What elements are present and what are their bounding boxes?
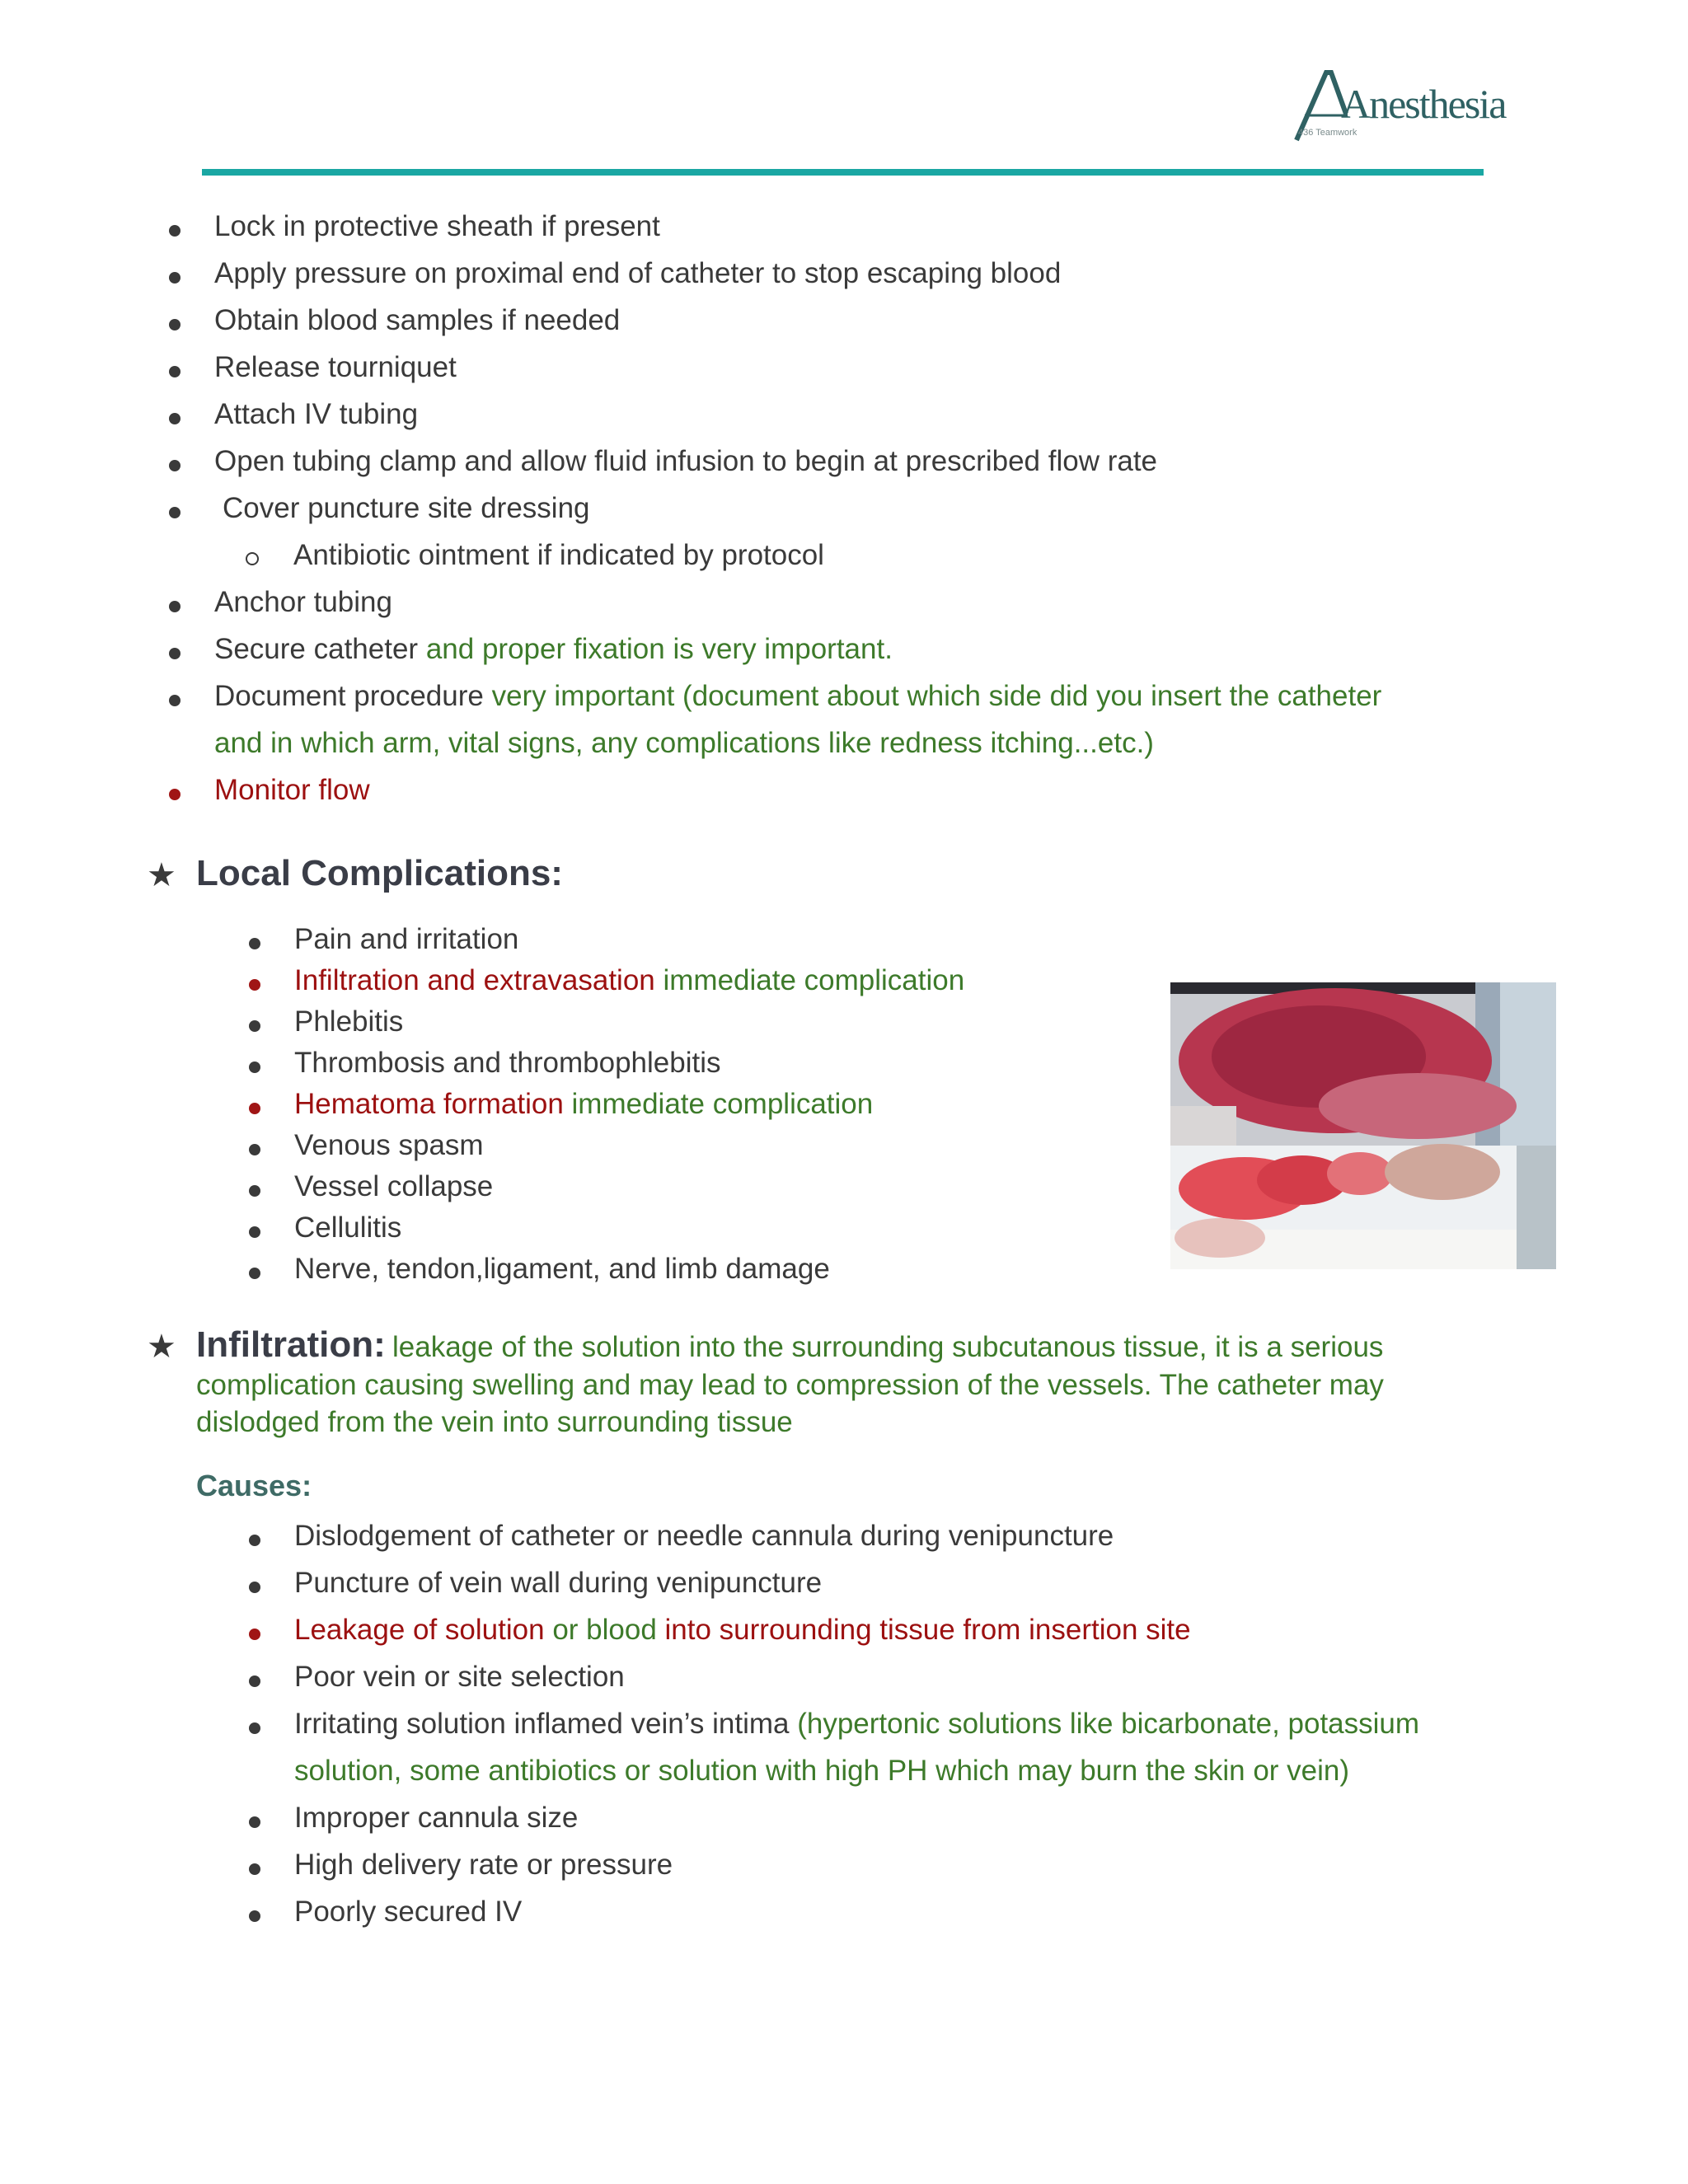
definition-text: complication causing swelling and may lead to compression of the vessels. The catheter may <box>196 1369 1384 1401</box>
definition-text: leakage of the solution into the surrounding subcutanous tissue, it is a serious <box>392 1331 1384 1363</box>
bullet-icon <box>169 507 181 518</box>
bullet-icon <box>249 979 260 991</box>
bullet-icon <box>249 1582 260 1593</box>
bullet-icon <box>249 1535 260 1546</box>
bullet-icon <box>169 460 181 471</box>
bullet-icon <box>249 1910 260 1922</box>
bullet-icon <box>249 1062 260 1073</box>
photo-illustration <box>1170 982 1556 1269</box>
bullet-icon <box>169 272 181 284</box>
anesthesia-logo <box>1290 68 1506 150</box>
note-text-continued: solution, some antibiotics or solution with high PH which may burn the skin or vein) <box>294 1755 1350 1787</box>
bullet-icon <box>249 1020 260 1032</box>
note-text: immediate complication <box>571 1088 874 1120</box>
bullet-icon <box>169 601 181 612</box>
bullet-icon <box>169 366 181 377</box>
section-heading: Local Complications: <box>196 853 563 893</box>
bullet-icon <box>249 1863 260 1875</box>
note-text: (hypertonic solutions like bicarbonate, potassium <box>797 1708 1420 1740</box>
hollow-bullet-icon <box>246 552 259 565</box>
bullet-icon <box>169 319 181 330</box>
header-divider <box>202 169 1484 176</box>
bullet-icon <box>249 1226 260 1238</box>
document-page: Anesthesia 436 Teamwork Lock in protective sheath if present Apply pressure on proximal end of catheter to stop escaping blood Obtain blood samples if needed Release tourniquet Attach IV tubing Open tubing clamp and allow fluid infusion to begin at prescribed flow rate Cover puncture site dressing Antibiotic ointment if indicated by protocol Anchor tubing Secure catheter and proper fixation is very important. Document procedure very important (document about which side did you insert the catheter and in which arm, vital signs, any complications like redness itching...etc.) Monitor flow ★ Local Complications: Pain and irritation Infiltration and extravasation immediate complication Phlebitis Thrombosis and thrombophlebitis Hematoma formation immediate complication Venous spasm Vessel collapse Cellulitis Nerve, tendon,ligament, and limb damage ★ Infiltration: leakage of the solution into the surrounding subcutanous tissue, it is a serious complication causing swelling and may lead to compression of the vessels. The catheter may dislodged from the vein into surrounding tissue Causes: Dislodgement of catheter or needle cannula during venipuncture Puncture of vein wall during venipuncture Leakage of solution or blood into surrounding tissue from insertion site Poor vein or site selection Irritating solution inflamed vein’s intima (hypertonic solutions like bicarbonate, potassium solution, some antibiotics or solution with high PH which may burn the skin or vein) Improper cannula size High delivery rate or pressure Poorly secured IV <box>0 0 1688 2184</box>
section-heading: Infiltration: <box>196 1324 386 1365</box>
bullet-icon <box>169 789 181 800</box>
note-text: and proper fixation is very important. <box>425 633 893 665</box>
bullet-icon <box>249 1268 260 1279</box>
note-text: very important (document about which side did you insert the catheter <box>491 680 1382 712</box>
bullet-icon <box>249 1675 260 1687</box>
bullet-icon <box>249 1144 260 1155</box>
bullet-icon <box>249 1816 260 1828</box>
bullet-icon <box>249 1103 260 1114</box>
star-icon: ★ <box>147 857 176 893</box>
logo-wordmark: Anesthesia <box>1341 81 1506 127</box>
definition-text: dislodged from the vein into surrounding tissue <box>196 1406 793 1438</box>
bullet-icon <box>169 648 181 659</box>
note-text: immediate complication <box>663 964 965 996</box>
bullet-icon <box>249 1722 260 1734</box>
logo-subtitle: 436 Teamwork <box>1298 128 1357 138</box>
bullet-icon <box>169 413 181 424</box>
bullet-icon <box>169 225 181 237</box>
star-icon: ★ <box>147 1329 176 1365</box>
bullet-icon <box>169 695 181 706</box>
bullet-icon <box>249 938 260 949</box>
causes-heading: Causes: <box>196 1469 312 1502</box>
infiltration-photo <box>1170 982 1556 1269</box>
bullet-icon <box>249 1185 260 1197</box>
note-text-continued: and in which arm, vital signs, any complications like redness itching...etc.) <box>214 727 1154 759</box>
bullet-icon <box>249 1629 260 1640</box>
